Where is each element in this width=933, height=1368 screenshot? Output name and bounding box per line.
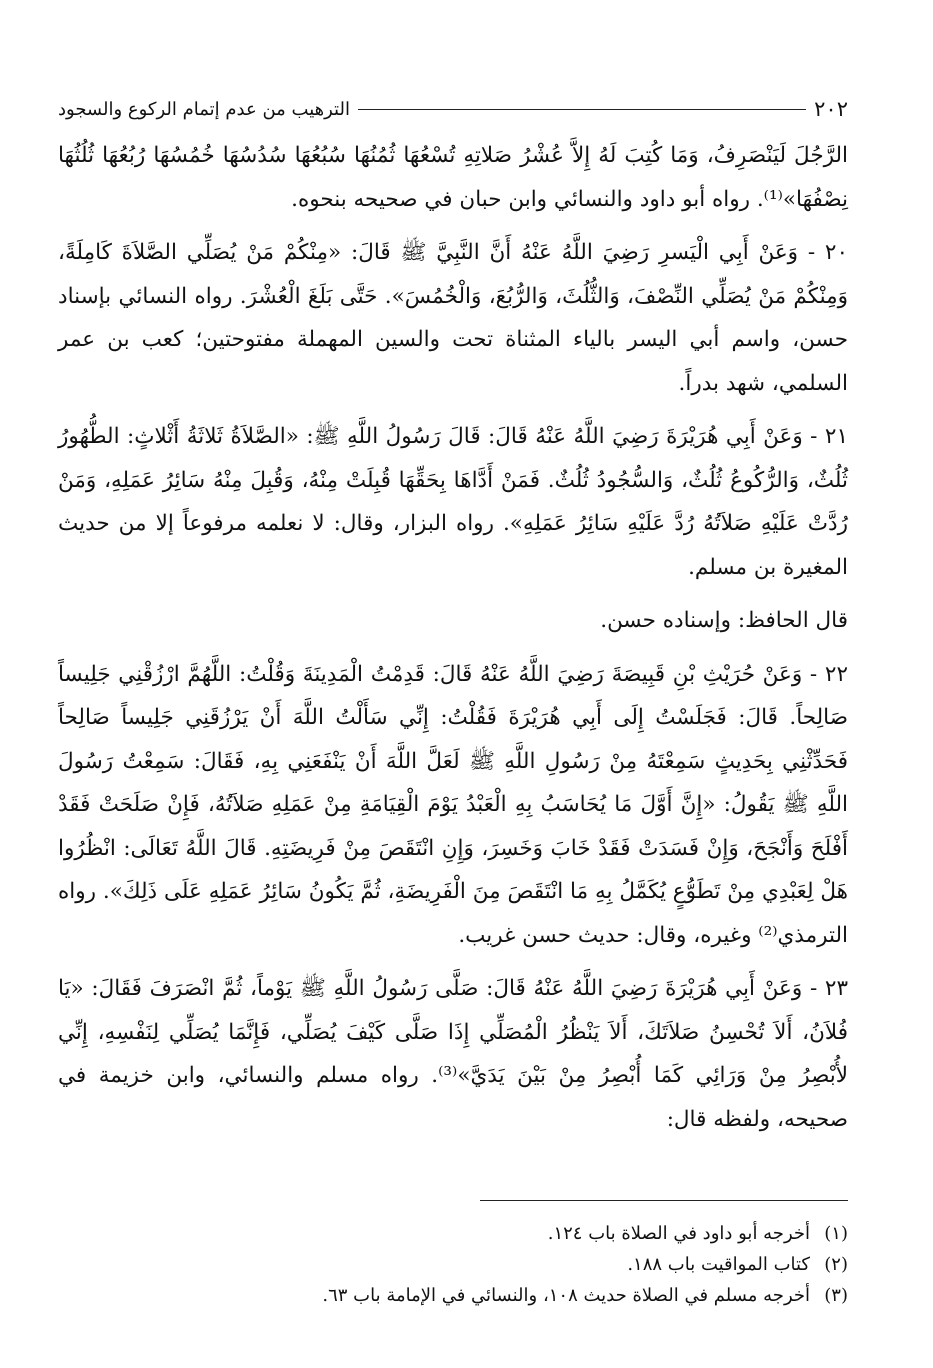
footnote-number: (١) (824, 1223, 848, 1244)
header-rule (358, 109, 806, 110)
hadith-22: ٢٢ - وَعَنْ حُرَيْثِ بْنِ قَبِيصَةَ رَضِيَ اللَّهُ عَنْهُ قَالَ: قَدِمْتُ الْمَدِينَةَ وَقُلْتُ: اللَّهُمَّ ارْزُقْنِي جَلِيساً صَالِحاً. قَالَ: فَجَلَسْتُ إِلَى أَبِي هُرَيْرَةَ فَقُلْتُ: إِنِّي سَأَلْتُ اللَّهَ أَنْ يَرْزُقَنِي جَلِيساً صَالِحاً فَحَدِّثْنِي بِحَدِيثٍ سَمِعْتَهُ مِنْ رَسُولِ اللَّهِ ﷺ لَعَلَّ اللَّهَ أَنْ يَنْفَعَنِي بِهِ، فَقَالَ: سَمِعْتُ رَسُولَ اللَّهِ ﷺ يَقُولُ: «إِنَّ أَوَّلَ مَا يُحَاسَبُ بِهِ الْعَبْدُ يَوْمَ الْقِيَامَةِ مِنْ عَمَلِهِ صَلاَتُهُ، فَإِنْ صَلَحَتْ فَقَدْ أَفْلَحَ وَأَنْجَحَ، وَإِنْ فَسَدَتْ فَقَدْ خَابَ وَخَسِرَ، وَإِنِ انْتَقَصَ مِنْ فَرِيضَتِهِ. قَالَ اللَّهُ تَعَالَى: انْظُرُوا هَلْ لِعَبْدِي مِنْ تَطَوُّعٍ يُكَمَّلُ بِهِ مَا انْتَقَصَ مِنَ الْفَرِيضَةِ، ثُمَّ يَكُونُ سَائِرُ عَمَلِهِ عَلَى ذَلِكَ». رواه الترمذي⁽²⁾ وغيره، وقال: حديث حسن غريب. (58, 661, 848, 948)
hadith-23: ٢٣ - وَعَنْ أَبِي هُرَيْرَةَ رَضِيَ اللَّهُ عَنْهُ قَالَ: صَلَّى رَسُولُ اللَّهِ ﷺ يَوْماً، ثُمَّ انْصَرَفَ فَقَالَ: «يَا فُلاَنُ، أَلاَ تُحْسِنُ صَلاَتَكَ، أَلاَ يَنْظُرُ الْمُصَلِّي إِذَا صَلَّى كَيْفَ يُصَلِّي، فَإِنَّمَا يُصَلِّي لِنَفْسِهِ، إِنِّي لأُبْصِرُ مِنْ وَرَائِي كَمَا أُبْصِرُ مِنْ بَيْنَ يَدَيَّ»⁽³⁾. رواه مسلم والنسائي، وابن خزيمة في صحيحه، ولفظه قال: (58, 976, 848, 1132)
footnote-number: (٢) (824, 1254, 848, 1275)
chapter-title: الترهيب من عدم إتمام الركوع والسجود (58, 98, 350, 120)
footnote (68, 1218, 848, 1249)
footnotes (68, 1218, 848, 1311)
hadith-21: ٢١ - وَعَنْ أَبِي هُرَيْرَةَ رَضِيَ اللَّهُ عَنْهُ قَالَ: قَالَ رَسُولُ اللَّهِ ﷺ: «الصَّلاَةُ ثَلاثَةُ أَثْلاثٍ: الطُّهُورُ ثُلُثٌ، وَالرُّكُوعُ ثُلُثٌ، وَالسُّجُودُ ثُلُثٌ. فَمَنْ أَدَّاهَا بِحَقِّهَا قُبِلَتْ مِنْهُ، وَقُبِلَ مِنْهُ سَائِرُ عَمَلِهِ، وَمَنْ رُدَّتْ عَلَيْهِ صَلاَتُهُ رُدَّ عَلَيْهِ سَائِرُ عَمَلِهِ». رواه البزار، وقال: لا نعلمه مرفوعاً إلا من حديث المغيرة بن مسلم. (58, 424, 848, 580)
footnote-text: أخرجه أبو داود في الصلاة باب ١٢٤. (547, 1223, 810, 1244)
hafiz-comment: قال الحافظ: وإسناده حسن. (600, 608, 848, 633)
body-text (58, 134, 848, 1141)
page (58, 92, 848, 1151)
footnote (68, 1249, 848, 1280)
footnote-separator (480, 1200, 848, 1201)
footnote-text: أخرجه مسلم في الصلاة حديث ١٠٨، والنسائي في الإمامة باب ٦٣. (322, 1285, 810, 1306)
page-number: ٢٠٢ (814, 97, 848, 121)
running-head (58, 92, 848, 126)
footnote-number: (٣) (824, 1285, 848, 1306)
footnote-text: كتاب المواقيت باب ١٨٨. (627, 1254, 810, 1275)
paragraph-continuation: الرَّجُلَ لَيَنْصَرِفُ، وَمَا كُتِبَ لَهُ إِلاَّ عُشْرُ صَلاتِهِ تُسْعُهَا ثُمُنُهَا سُبُعُهَا سُدُسُهَا خُمُسُهَا رُبُعُهَا ثُلُثُهَا نِصْفُهَا»⁽¹⁾. رواه أبو داود والنسائي وابن حبان في صحيحه بنحوه. (58, 143, 848, 212)
footnote (68, 1280, 848, 1311)
hadith-20: ٢٠ - وَعَنْ أَبِي الْيَسرِ رَضِيَ اللَّهُ عَنْهُ أَنَّ النَّبِيَّ ﷺ قَالَ: «مِنْكُمْ مَنْ يُصَلِّي الصَّلاَةَ كَامِلَةً، وَمِنْكُمْ مَنْ يُصَلِّي النِّصْفَ، وَالثُّلُثَ، وَالرُّبُعَ، وَالْخُمُسَ». حَتَّى بَلَغَ الْعُشْرَ. رواه النسائي بإسناد حسن، واسم أبي اليسر بالياء المثناة تحت والسين المهملة مفتوحتين؛ كعب بن عمر السلمي، شهد بدراً. (58, 240, 848, 396)
